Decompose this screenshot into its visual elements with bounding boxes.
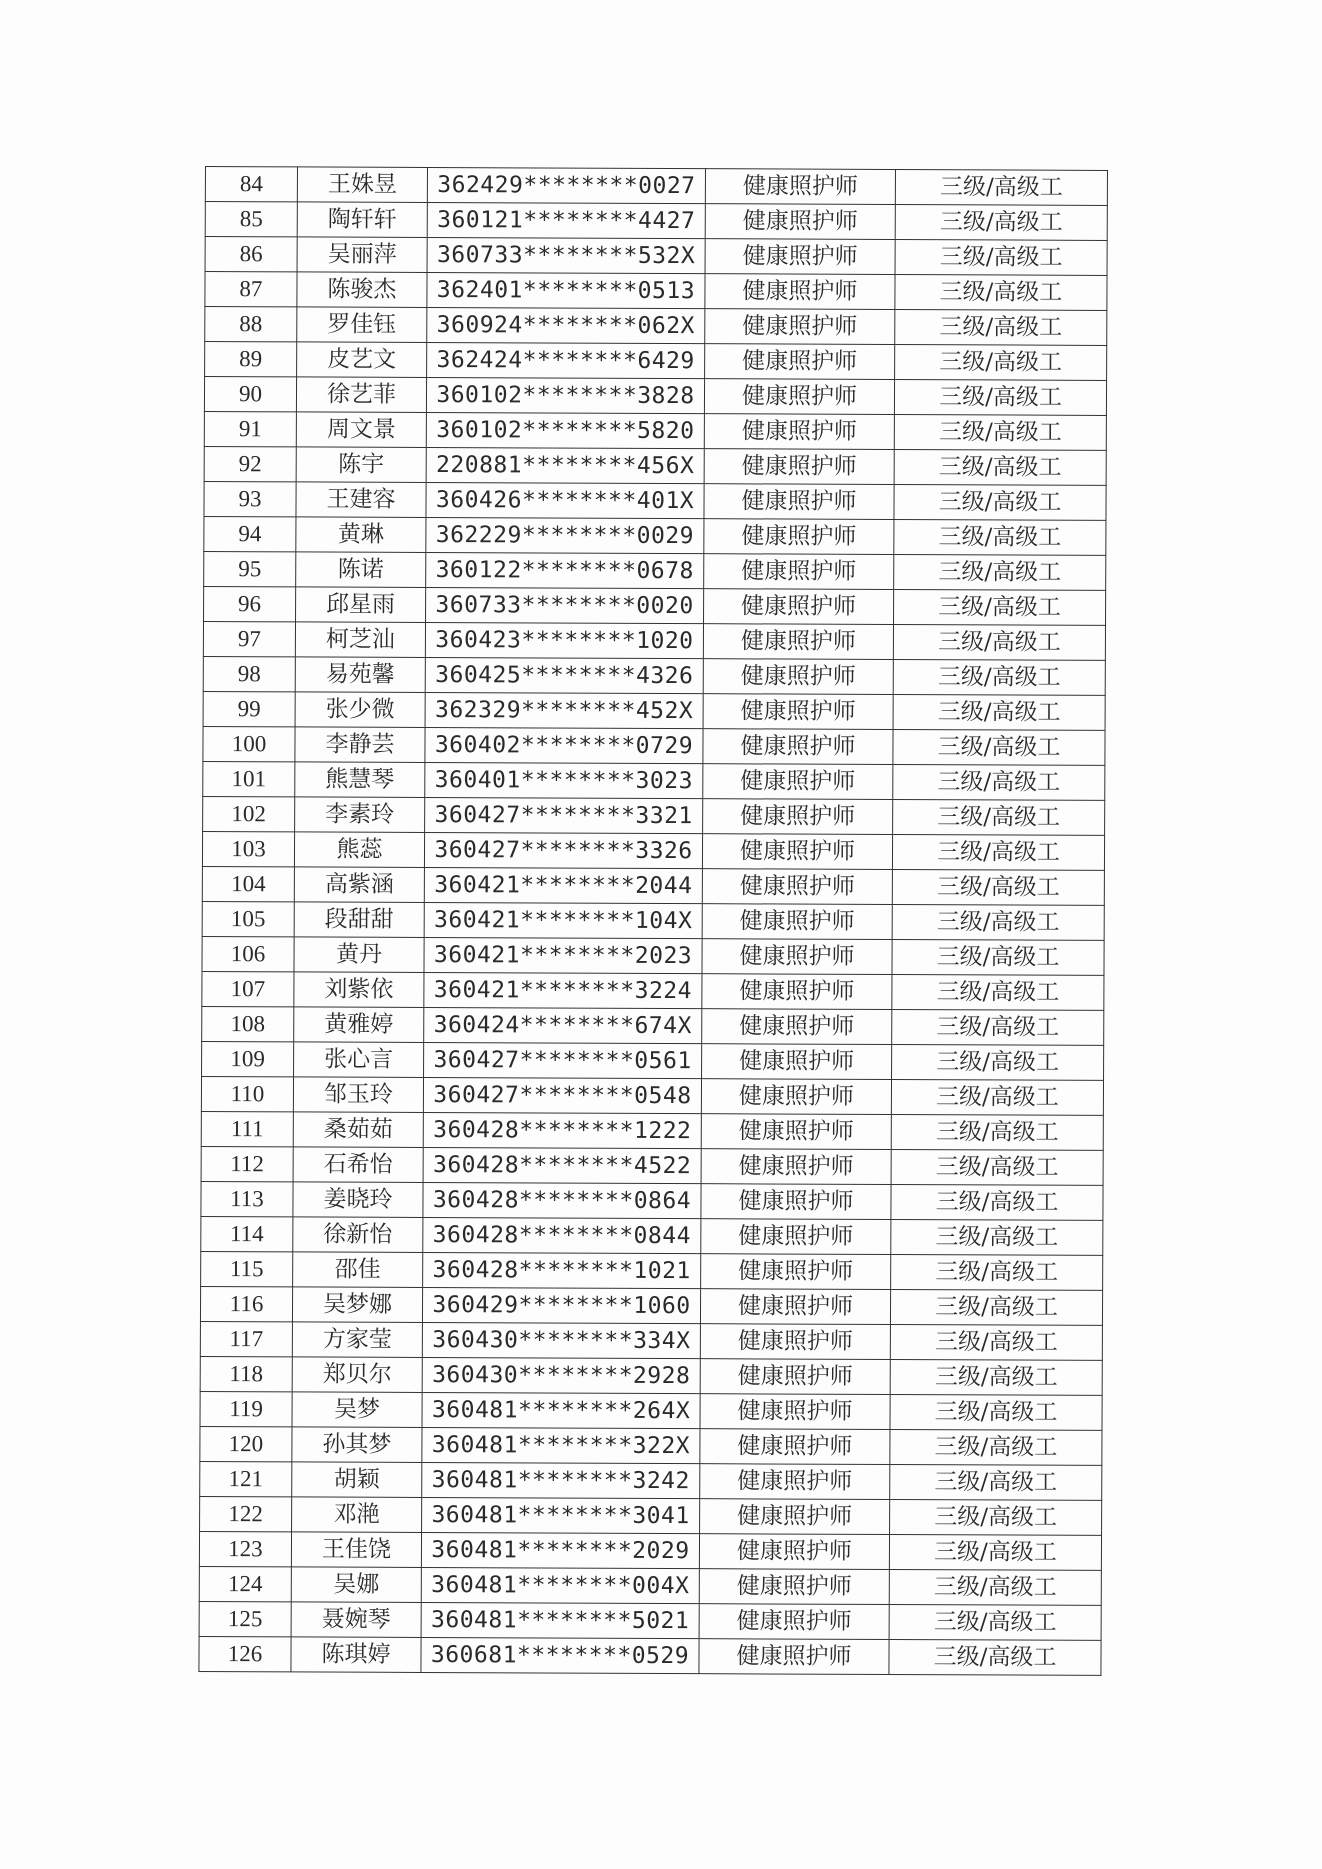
name-cell: 郑贝尔 (292, 1357, 422, 1393)
skill-level-cell: 三级/高级工 (895, 345, 1107, 381)
id-number-cell: 360681********0529 (421, 1637, 699, 1673)
id-number-cell: 360102********3828 (426, 377, 704, 413)
row-number-cell: 99 (203, 691, 295, 726)
name-cell: 李素玲 (295, 797, 425, 833)
table-row (205, 307, 1107, 346)
occupation-cell: 健康照护师 (700, 1289, 890, 1325)
skill-level-cell: 三级/高级工 (889, 1569, 1101, 1605)
table-row (201, 1146, 1103, 1185)
skill-level-cell: 三级/高级工 (890, 1500, 1102, 1536)
id-number-cell: 362429********0027 (427, 167, 705, 203)
table-row (200, 1461, 1102, 1500)
name-cell: 吴娜 (291, 1567, 421, 1603)
skill-level-cell: 三级/高级工 (894, 450, 1106, 486)
skill-level-cell: 三级/高级工 (890, 1325, 1102, 1361)
table-row (202, 866, 1104, 905)
occupation-cell: 健康照护师 (705, 274, 895, 310)
row-number-cell: 100 (203, 726, 295, 761)
name-cell: 柯芝汕 (295, 622, 425, 658)
occupation-cell: 健康照护师 (702, 1009, 892, 1045)
name-cell: 吴梦娜 (292, 1287, 422, 1323)
id-number-cell: 360121********4427 (427, 202, 705, 238)
row-number-cell: 111 (201, 1111, 293, 1146)
table-row (202, 901, 1104, 940)
skill-level-cell: 三级/高级工 (892, 1045, 1104, 1081)
row-number-cell: 86 (205, 237, 297, 272)
table-row (204, 446, 1106, 485)
table-row (201, 1111, 1103, 1150)
table-row (199, 1566, 1101, 1605)
table-row (200, 1286, 1102, 1325)
id-number-cell: 360481********264X (422, 1392, 700, 1428)
id-number-cell: 360428********1021 (423, 1252, 701, 1288)
name-cell: 陈骏杰 (297, 272, 427, 308)
row-number-cell: 121 (200, 1461, 292, 1496)
id-number-cell: 360122********0678 (426, 552, 704, 588)
occupation-cell: 健康照护师 (700, 1429, 890, 1465)
name-cell: 易苑馨 (295, 657, 425, 693)
table-row (199, 1636, 1101, 1675)
occupation-cell: 健康照护师 (704, 414, 894, 450)
row-number-cell: 88 (205, 307, 297, 342)
skill-level-cell: 三级/高级工 (890, 1360, 1102, 1396)
row-number-cell: 102 (203, 796, 295, 831)
row-number-cell: 115 (201, 1251, 293, 1286)
occupation-cell: 健康照护师 (702, 834, 892, 870)
name-cell: 邱星雨 (296, 587, 426, 623)
id-number-cell: 360102********5820 (426, 412, 704, 448)
name-cell: 李静芸 (295, 727, 425, 763)
id-number-cell: 360427********0548 (423, 1077, 701, 1113)
table-row (205, 167, 1107, 206)
row-number-cell: 104 (202, 866, 294, 901)
table-row (203, 621, 1105, 660)
id-number-cell: 360429********1060 (422, 1287, 700, 1323)
roster-table (198, 166, 1108, 1676)
occupation-cell: 健康照护师 (703, 624, 893, 660)
id-number-cell: 360421********104X (424, 902, 702, 938)
row-number-cell: 124 (199, 1566, 291, 1601)
occupation-cell: 健康照护师 (699, 1639, 889, 1675)
table-row (204, 481, 1106, 520)
row-number-cell: 106 (202, 936, 294, 971)
row-number-cell: 98 (203, 656, 295, 691)
table-row (201, 1076, 1103, 1115)
row-number-cell: 117 (200, 1321, 292, 1356)
name-cell: 陈琪婷 (291, 1637, 421, 1673)
id-number-cell: 360401********3023 (425, 762, 703, 798)
occupation-cell: 健康照护师 (705, 204, 895, 240)
occupation-cell: 健康照护师 (701, 1149, 891, 1185)
table-row (205, 237, 1107, 276)
row-number-cell: 96 (204, 586, 296, 621)
occupation-cell: 健康照护师 (704, 519, 894, 555)
row-number-cell: 113 (201, 1181, 293, 1216)
id-number-cell: 360428********0844 (423, 1217, 701, 1253)
skill-level-cell: 三级/高级工 (891, 1255, 1103, 1291)
id-number-cell: 360733********0020 (426, 587, 704, 623)
name-cell: 黄雅婷 (294, 1007, 424, 1043)
occupation-cell: 健康照护师 (703, 799, 893, 835)
row-number-cell: 123 (199, 1531, 291, 1566)
id-number-cell: 360427********3321 (425, 797, 703, 833)
row-number-cell: 90 (204, 377, 296, 412)
skill-level-cell: 三级/高级工 (890, 1395, 1102, 1431)
skill-level-cell: 三级/高级工 (891, 1080, 1103, 1116)
occupation-cell: 健康照护师 (702, 869, 892, 905)
row-number-cell: 120 (200, 1426, 292, 1461)
row-number-cell: 125 (199, 1601, 291, 1636)
name-cell: 黄丹 (294, 937, 424, 973)
row-number-cell: 105 (202, 901, 294, 936)
occupation-cell: 健康照护师 (704, 554, 894, 590)
row-number-cell: 116 (200, 1286, 292, 1321)
table-row (203, 656, 1105, 695)
row-number-cell: 108 (202, 1006, 294, 1041)
row-number-cell: 119 (200, 1391, 292, 1426)
name-cell: 徐艺菲 (296, 377, 426, 413)
occupation-cell: 健康照护师 (700, 1394, 890, 1430)
occupation-cell: 健康照护师 (705, 344, 895, 380)
row-number-cell: 103 (202, 831, 294, 866)
row-number-cell: 91 (204, 411, 296, 446)
skill-level-cell: 三级/高级工 (893, 765, 1105, 801)
skill-level-cell: 三级/高级工 (891, 1185, 1103, 1221)
skill-level-cell: 三级/高级工 (891, 1220, 1103, 1256)
name-cell: 高紫涵 (294, 867, 424, 903)
occupation-cell: 健康照护师 (699, 1569, 889, 1605)
occupation-cell: 健康照护师 (702, 904, 892, 940)
table-row (202, 936, 1104, 975)
id-number-cell: 360481********2029 (421, 1532, 699, 1568)
occupation-cell: 健康照护师 (701, 1254, 891, 1290)
id-number-cell: 360421********2044 (424, 867, 702, 903)
skill-level-cell: 三级/高级工 (890, 1290, 1102, 1326)
row-number-cell: 114 (201, 1216, 293, 1251)
id-number-cell: 360427********3326 (424, 832, 702, 868)
skill-level-cell: 三级/高级工 (890, 1430, 1102, 1466)
table-row (203, 726, 1105, 765)
id-number-cell: 360423********1020 (425, 622, 703, 658)
row-number-cell: 85 (205, 202, 297, 237)
name-cell: 王佳饶 (291, 1532, 421, 1568)
id-number-cell: 360421********2023 (424, 937, 702, 973)
row-number-cell: 89 (205, 342, 297, 377)
row-number-cell: 95 (204, 551, 296, 586)
table-row (199, 1601, 1101, 1640)
id-number-cell: 360481********004X (421, 1567, 699, 1603)
row-number-cell: 112 (201, 1146, 293, 1181)
id-number-cell: 362424********6429 (427, 342, 705, 378)
table-row (200, 1496, 1102, 1535)
id-number-cell: 220881********456X (426, 447, 704, 483)
occupation-cell: 健康照护师 (700, 1359, 890, 1395)
occupation-cell: 健康照护师 (704, 484, 894, 520)
name-cell: 张少微 (295, 692, 425, 728)
table-row (205, 272, 1107, 311)
row-number-cell: 97 (203, 621, 295, 656)
skill-level-cell: 三级/高级工 (892, 975, 1104, 1011)
id-number-cell: 360481********3041 (422, 1497, 700, 1533)
skill-level-cell: 三级/高级工 (893, 730, 1105, 766)
occupation-cell: 健康照护师 (703, 764, 893, 800)
id-number-cell: 360430********2928 (422, 1357, 700, 1393)
roster-table-body (199, 167, 1108, 1676)
name-cell: 吴梦 (292, 1392, 422, 1428)
skill-level-cell: 三级/高级工 (893, 660, 1105, 696)
name-cell: 黄琳 (296, 517, 426, 553)
name-cell: 邓滟 (292, 1497, 422, 1533)
name-cell: 王姝昱 (297, 167, 427, 203)
table-row (204, 586, 1106, 625)
occupation-cell: 健康照护师 (704, 449, 894, 485)
table-row (200, 1426, 1102, 1465)
table-row (203, 796, 1105, 835)
occupation-cell: 健康照护师 (702, 1044, 892, 1080)
name-cell: 陶轩轩 (297, 202, 427, 238)
skill-level-cell: 三级/高级工 (894, 520, 1106, 556)
row-number-cell: 94 (204, 516, 296, 551)
occupation-cell: 健康照护师 (705, 309, 895, 345)
id-number-cell: 362401********0513 (427, 272, 705, 308)
occupation-cell: 健康照护师 (700, 1464, 890, 1500)
table-row (205, 342, 1107, 381)
table-row (202, 831, 1104, 870)
name-cell: 姜晓玲 (293, 1182, 423, 1218)
id-number-cell: 360426********401X (426, 482, 704, 518)
row-number-cell: 122 (200, 1496, 292, 1531)
id-number-cell: 360402********0729 (425, 727, 703, 763)
skill-level-cell: 三级/高级工 (893, 625, 1105, 661)
occupation-cell: 健康照护师 (705, 239, 895, 275)
skill-level-cell: 三级/高级工 (895, 310, 1107, 346)
skill-level-cell: 三级/高级工 (891, 1115, 1103, 1151)
table-row (202, 1006, 1104, 1045)
row-number-cell: 118 (200, 1356, 292, 1391)
occupation-cell: 健康照护师 (700, 1324, 890, 1360)
name-cell: 熊蕊 (294, 832, 424, 868)
name-cell: 桑茹茹 (293, 1112, 423, 1148)
skill-level-cell: 三级/高级工 (891, 1150, 1103, 1186)
table-row (202, 1041, 1104, 1080)
name-cell: 石希怡 (293, 1147, 423, 1183)
id-number-cell: 360428********4522 (423, 1147, 701, 1183)
table-row (201, 1251, 1103, 1290)
skill-level-cell: 三级/高级工 (895, 205, 1107, 241)
row-number-cell: 92 (204, 446, 296, 481)
occupation-cell: 健康照护师 (704, 589, 894, 625)
name-cell: 徐新怡 (293, 1217, 423, 1253)
name-cell: 王建容 (296, 482, 426, 518)
occupation-cell: 健康照护师 (699, 1604, 889, 1640)
row-number-cell: 109 (202, 1041, 294, 1076)
row-number-cell: 84 (205, 167, 297, 202)
skill-level-cell: 三级/高级工 (892, 835, 1104, 871)
table-row (203, 761, 1105, 800)
id-number-cell: 362229********0029 (426, 517, 704, 553)
occupation-cell: 健康照护师 (701, 1184, 891, 1220)
occupation-cell: 健康照护师 (701, 1079, 891, 1115)
name-cell: 胡颖 (292, 1462, 422, 1498)
row-number-cell: 93 (204, 481, 296, 516)
id-number-cell: 360425********4326 (425, 657, 703, 693)
occupation-cell: 健康照护师 (703, 694, 893, 730)
skill-level-cell: 三级/高级工 (894, 590, 1106, 626)
occupation-cell: 健康照护师 (702, 939, 892, 975)
name-cell: 邹玉玲 (293, 1077, 423, 1113)
name-cell: 陈诺 (296, 552, 426, 588)
skill-level-cell: 三级/高级工 (890, 1465, 1102, 1501)
table-row (204, 411, 1106, 450)
name-cell: 陈宇 (296, 447, 426, 483)
name-cell: 刘紫依 (294, 972, 424, 1008)
id-number-cell: 360733********532X (427, 237, 705, 273)
row-number-cell: 107 (202, 971, 294, 1006)
name-cell: 邵佳 (293, 1252, 423, 1288)
id-number-cell: 360481********5021 (421, 1602, 699, 1638)
id-number-cell: 360428********1222 (423, 1112, 701, 1148)
table-row (204, 377, 1106, 416)
id-number-cell: 360421********3224 (424, 972, 702, 1008)
occupation-cell: 健康照护师 (699, 1534, 889, 1570)
id-number-cell: 360424********674X (424, 1007, 702, 1043)
skill-level-cell: 三级/高级工 (889, 1604, 1101, 1640)
table-row (199, 1531, 1101, 1570)
name-cell: 吴丽萍 (297, 237, 427, 273)
name-cell: 皮艺文 (297, 342, 427, 378)
occupation-cell: 健康照护师 (704, 379, 894, 415)
id-number-cell: 360924********062X (427, 307, 705, 343)
id-number-cell: 362329********452X (425, 692, 703, 728)
skill-level-cell: 三级/高级工 (894, 415, 1106, 451)
name-cell: 段甜甜 (294, 902, 424, 938)
table-row (202, 971, 1104, 1010)
occupation-cell: 健康照护师 (702, 974, 892, 1010)
row-number-cell: 110 (201, 1076, 293, 1111)
skill-level-cell: 三级/高级工 (889, 1639, 1101, 1675)
skill-level-cell: 三级/高级工 (892, 940, 1104, 976)
name-cell: 周文景 (296, 412, 426, 448)
id-number-cell: 360481********322X (422, 1427, 700, 1463)
skill-level-cell: 三级/高级工 (892, 870, 1104, 906)
occupation-cell: 健康照护师 (703, 729, 893, 765)
table-row (200, 1356, 1102, 1395)
table-row (203, 691, 1105, 730)
skill-level-cell: 三级/高级工 (894, 485, 1106, 521)
occupation-cell: 健康照护师 (701, 1114, 891, 1150)
table-row (205, 202, 1107, 241)
table-row (204, 551, 1106, 590)
occupation-cell: 健康照护师 (703, 659, 893, 695)
skill-level-cell: 三级/高级工 (889, 1534, 1101, 1570)
skill-level-cell: 三级/高级工 (894, 380, 1106, 416)
id-number-cell: 360430********334X (422, 1322, 700, 1358)
row-number-cell: 126 (199, 1636, 291, 1671)
table-row (200, 1391, 1102, 1430)
name-cell: 孙其梦 (292, 1427, 422, 1463)
skill-level-cell: 三级/高级工 (895, 275, 1107, 311)
table-row (201, 1181, 1103, 1220)
table-row (200, 1321, 1102, 1360)
name-cell: 张心言 (294, 1042, 424, 1078)
table-row (204, 516, 1106, 555)
skill-level-cell: 三级/高级工 (892, 905, 1104, 941)
table-row (201, 1216, 1103, 1255)
skill-level-cell: 三级/高级工 (895, 240, 1107, 276)
skill-level-cell: 三级/高级工 (894, 555, 1106, 591)
row-number-cell: 101 (203, 761, 295, 796)
row-number-cell: 87 (205, 272, 297, 307)
skill-level-cell: 三级/高级工 (893, 800, 1105, 836)
occupation-cell: 健康照护师 (701, 1219, 891, 1255)
id-number-cell: 360427********0561 (424, 1042, 702, 1078)
occupation-cell: 健康照护师 (700, 1499, 890, 1535)
occupation-cell: 健康照护师 (705, 169, 895, 205)
name-cell: 熊慧琴 (295, 762, 425, 798)
id-number-cell: 360481********3242 (422, 1462, 700, 1498)
name-cell: 方家莹 (292, 1322, 422, 1358)
name-cell: 聂婉琴 (291, 1602, 421, 1638)
skill-level-cell: 三级/高级工 (892, 1010, 1104, 1046)
name-cell: 罗佳钰 (297, 307, 427, 343)
id-number-cell: 360428********0864 (423, 1182, 701, 1218)
skill-level-cell: 三级/高级工 (893, 695, 1105, 731)
skill-level-cell: 三级/高级工 (895, 170, 1107, 206)
